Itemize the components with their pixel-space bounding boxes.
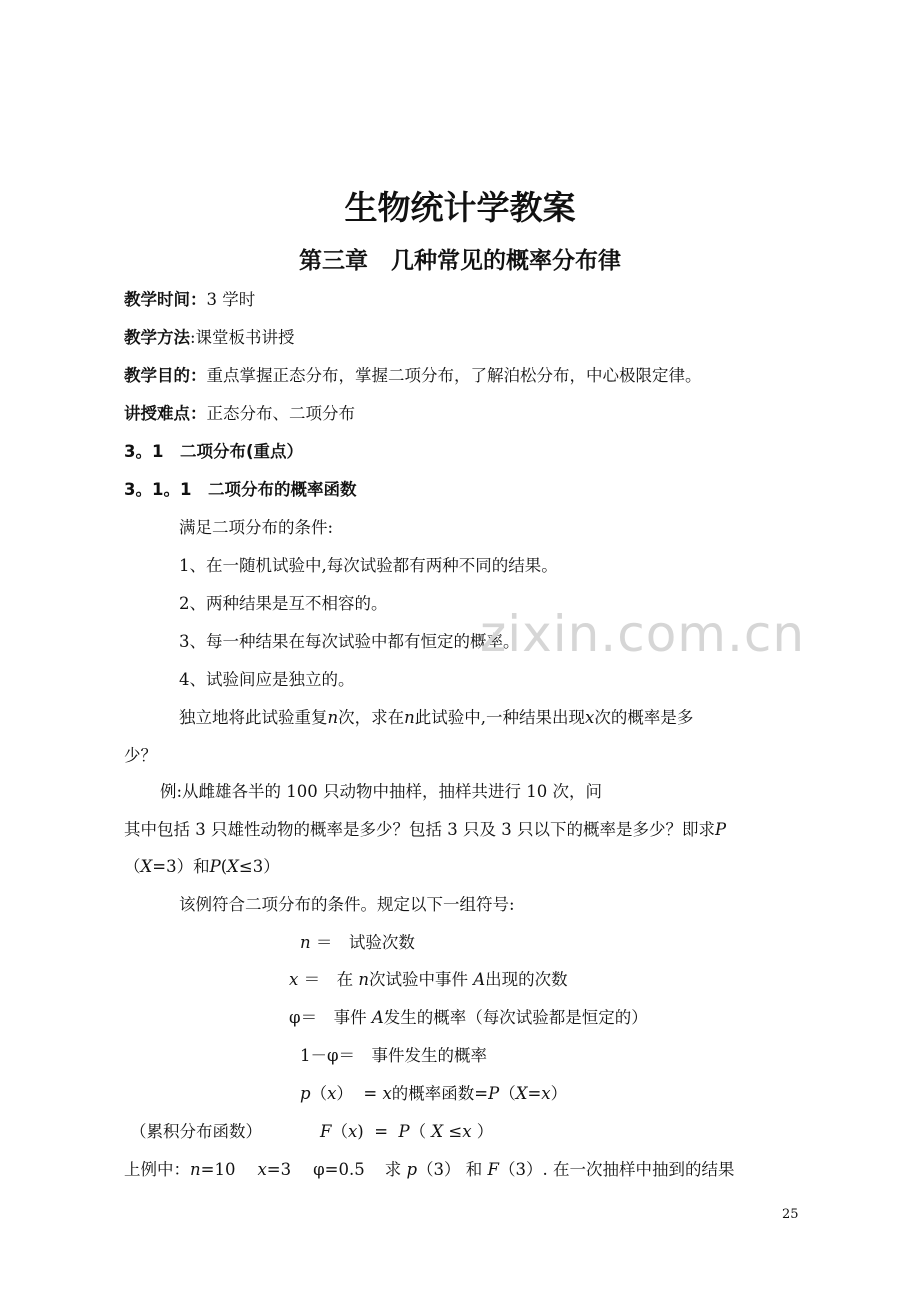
document-title: 生物统计学教案 bbox=[344, 188, 576, 227]
cdf-line: （累积分布函数） F（x) = P（ X ≤x ） bbox=[130, 1122, 494, 1141]
condition-item: 3、每一种结果在每次试验中都有恒定的概率。 bbox=[179, 632, 520, 651]
example-line-3: （X=3）和P(X≤3） bbox=[124, 857, 280, 876]
watermark: zixin.com.cn bbox=[480, 605, 806, 663]
condition-item: 4、试验间应是独立的。 bbox=[179, 670, 355, 689]
var-n: n bbox=[404, 708, 415, 727]
teaching-goal-line bbox=[124, 365, 702, 387]
conditions-intro: 满足二项分布的条件: bbox=[179, 518, 334, 537]
teaching-goal-value: 重点掌握正态分布，掌握二项分布，了解泊松分布，中心极限定律。 bbox=[206, 366, 702, 385]
teaching-time-value: 3 学时 bbox=[206, 290, 256, 309]
section-heading-3-1: 3。1 二项分布(重点） bbox=[124, 442, 304, 461]
condition-item: 2、两种结果是互不相容的。 bbox=[179, 594, 388, 613]
cdf-label: （累积分布函数） bbox=[130, 1122, 262, 1141]
difficulty-label: 讲授难点： bbox=[124, 404, 207, 423]
teaching-goal-label: 教学目的： bbox=[124, 366, 207, 385]
question-line-1: 独立地将此试验重复n次，求在n此试验中,一种结果出现x次的概率是多 bbox=[179, 708, 694, 727]
chapter-heading: 第三章 几种常见的概率分布律 bbox=[299, 248, 621, 274]
symbol-complement-definition: 1－φ＝ 事件发生的概率 bbox=[300, 1046, 488, 1065]
teaching-method-line bbox=[124, 327, 295, 349]
section-heading-3-1-1: 3。1。1 二项分布的概率函数 bbox=[124, 480, 357, 499]
difficulty-line bbox=[124, 403, 355, 425]
teaching-method-value: :课堂板书讲授 bbox=[190, 328, 295, 347]
symbol-p-definition: p（x） = x的概率函数=P（X=x） bbox=[300, 1084, 568, 1103]
symbol-phi-definition: φ＝ 事件 A发生的概率（每次试验都是恒定的） bbox=[289, 1008, 648, 1027]
teaching-method-label: 教学方法 bbox=[124, 328, 190, 347]
teaching-time-line bbox=[124, 289, 255, 311]
example-line-2: 其中包括 3 只雄性动物的概率是多少？包括 3 只及 3 只以下的概率是多少？即求P bbox=[124, 820, 727, 839]
var-n: n bbox=[327, 708, 339, 727]
teaching-time-label: 教学时间： bbox=[124, 290, 207, 309]
question-line-2: 少？ bbox=[124, 746, 157, 765]
difficulty-value: 正态分布、二项分布 bbox=[206, 404, 355, 423]
page-number: 25 bbox=[782, 1207, 799, 1222]
var-x: x bbox=[585, 708, 595, 727]
condition-item: 1、在一随机试验中,每次试验都有两种不同的结果。 bbox=[179, 556, 558, 575]
symbol-n-definition: n ＝ 试验次数 bbox=[300, 933, 415, 952]
symbol-x-definition: x ＝ 在 n次试验中事件 A出现的次数 bbox=[289, 970, 568, 989]
symbols-intro: 该例符合二项分布的条件。规定以下一组符号: bbox=[179, 895, 515, 914]
example-line-1: 例:从雌雄各半的 100 只动物中抽样，抽样共进行 10 次，问 bbox=[160, 782, 603, 801]
example-values-line: 上例中：n=10 x=3 φ=0.5 求 p（3） 和 F（3）. 在一次抽样中抽到的结果 bbox=[124, 1160, 735, 1179]
